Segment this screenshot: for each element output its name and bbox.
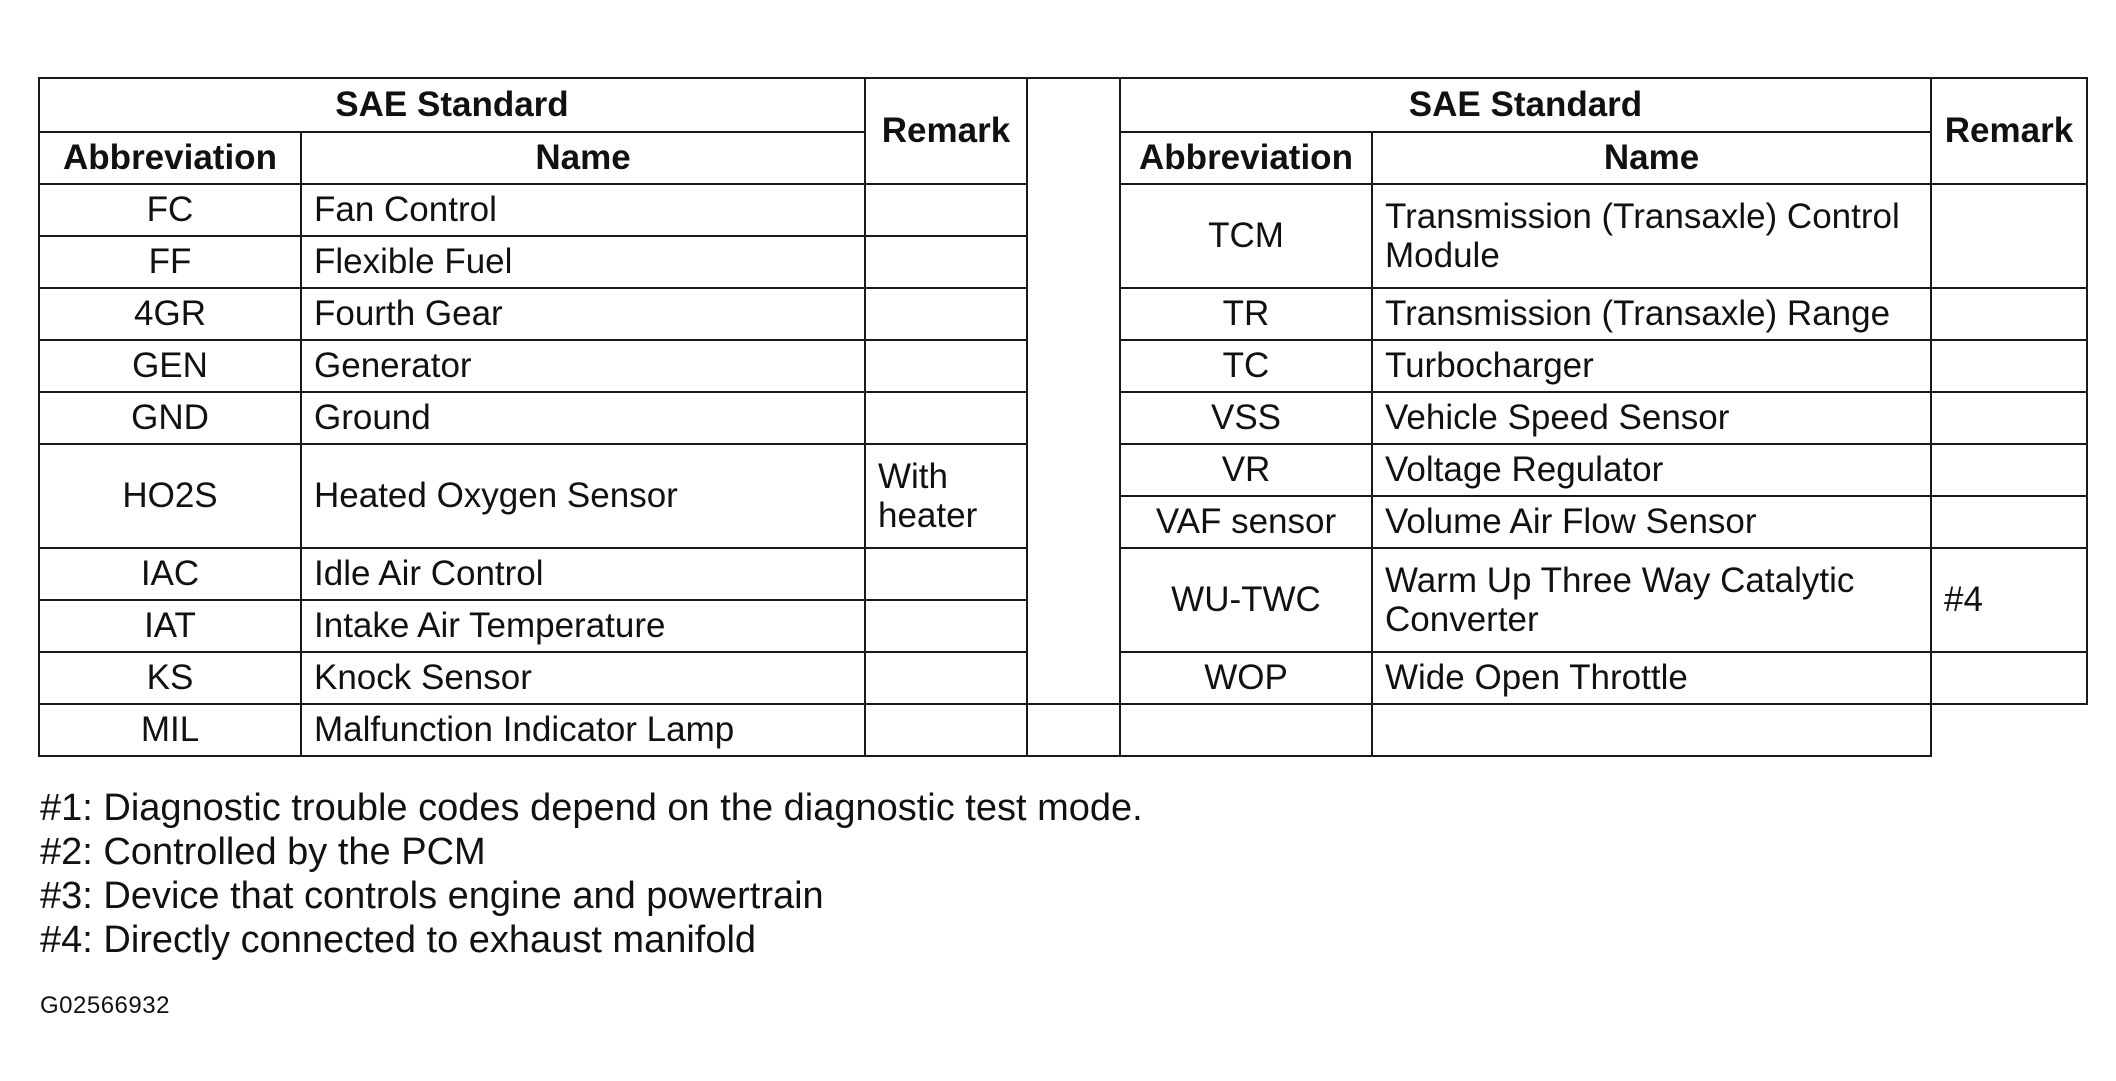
left-abbr-cell: KS bbox=[39, 652, 301, 704]
right-remark-cell bbox=[1931, 184, 2087, 288]
left-remark-cell bbox=[865, 340, 1027, 392]
right-remark-cell bbox=[1931, 392, 2087, 444]
left-remark-cell bbox=[865, 288, 1027, 340]
left-remark-header: Remark bbox=[865, 78, 1027, 184]
right-name-cell: Vehicle Speed Sensor bbox=[1372, 392, 1931, 444]
right-abbr-cell: TR bbox=[1120, 288, 1372, 340]
left-remark-cell bbox=[865, 548, 1027, 600]
right-remark-header: Remark bbox=[1931, 78, 2087, 184]
right-remark-cell: #4 bbox=[1931, 548, 2087, 652]
right-name-cell: Wide Open Throttle bbox=[1372, 652, 1931, 704]
left-name-cell: Idle Air Control bbox=[301, 548, 865, 600]
right-name-cell: Turbocharger bbox=[1372, 340, 1931, 392]
table-gap-column bbox=[1027, 78, 1120, 704]
right-abbr-cell: VR bbox=[1120, 444, 1372, 496]
right-name-cell: Volume Air Flow Sensor bbox=[1372, 496, 1931, 548]
left-abbr-header: Abbreviation bbox=[39, 132, 301, 184]
left-name-header: Name bbox=[301, 132, 865, 184]
right-abbr-cell bbox=[1027, 704, 1120, 756]
left-abbr-cell: GEN bbox=[39, 340, 301, 392]
left-name-cell: Flexible Fuel bbox=[301, 236, 865, 288]
left-group-header: SAE Standard bbox=[39, 78, 865, 132]
left-abbr-cell: MIL bbox=[39, 704, 301, 756]
left-abbr-cell: GND bbox=[39, 392, 301, 444]
right-abbr-header: Abbreviation bbox=[1120, 132, 1372, 184]
left-remark-cell bbox=[865, 184, 1027, 236]
right-name-cell: Voltage Regulator bbox=[1372, 444, 1931, 496]
left-name-cell: Ground bbox=[301, 392, 865, 444]
right-abbr-cell: VSS bbox=[1120, 392, 1372, 444]
left-name-cell: Fourth Gear bbox=[301, 288, 865, 340]
footnote-3: #3: Device that controls engine and powertrain bbox=[40, 875, 824, 917]
footnotes bbox=[40, 786, 1143, 962]
left-abbr-cell: HO2S bbox=[39, 444, 301, 548]
left-abbr-cell: FF bbox=[39, 236, 301, 288]
left-remark-cell bbox=[865, 652, 1027, 704]
left-remark-cell bbox=[865, 236, 1027, 288]
left-name-cell: Generator bbox=[301, 340, 865, 392]
left-abbr-cell: 4GR bbox=[39, 288, 301, 340]
right-remark-cell bbox=[1931, 340, 2087, 392]
left-name-cell: Intake Air Temperature bbox=[301, 600, 865, 652]
footnote-2: #2: Controlled by the PCM bbox=[40, 831, 486, 873]
right-remark-cell bbox=[1931, 288, 2087, 340]
left-remark-cell bbox=[865, 704, 1027, 756]
right-name-cell: Transmission (Transaxle) Control Module bbox=[1372, 184, 1931, 288]
right-abbr-cell: VAF sensor bbox=[1120, 496, 1372, 548]
left-name-cell: Fan Control bbox=[301, 184, 865, 236]
sae-abbreviation-table bbox=[38, 77, 2088, 757]
left-remark-cell bbox=[865, 392, 1027, 444]
footnote-4: #4: Directly connected to exhaust manifold bbox=[40, 919, 757, 961]
right-abbr-cell: TCM bbox=[1120, 184, 1372, 288]
right-abbr-cell: TC bbox=[1120, 340, 1372, 392]
right-remark-cell bbox=[1372, 704, 1931, 756]
right-name-cell: Warm Up Three Way Catalytic Converter bbox=[1372, 548, 1931, 652]
right-name-header: Name bbox=[1372, 132, 1931, 184]
right-remark-cell bbox=[1931, 652, 2087, 704]
left-remark-cell: With heater bbox=[865, 444, 1027, 548]
right-group-header: SAE Standard bbox=[1120, 78, 1931, 132]
left-name-cell: Heated Oxygen Sensor bbox=[301, 444, 865, 548]
left-name-cell: Knock Sensor bbox=[301, 652, 865, 704]
header-row-group bbox=[39, 78, 2087, 132]
right-abbr-cell: WOP bbox=[1120, 652, 1372, 704]
left-remark-cell bbox=[865, 600, 1027, 652]
right-name-cell: Transmission (Transaxle) Range bbox=[1372, 288, 1931, 340]
right-remark-cell bbox=[1931, 496, 2087, 548]
left-abbr-cell: FC bbox=[39, 184, 301, 236]
footnote-1: #1: Diagnostic trouble codes depend on the diagnostic test mode. bbox=[40, 787, 1143, 829]
table-row bbox=[39, 704, 2087, 756]
figure-id: G02566932 bbox=[40, 992, 170, 1019]
right-name-cell bbox=[1120, 704, 1372, 756]
left-abbr-cell: IAC bbox=[39, 548, 301, 600]
left-name-cell: Malfunction Indicator Lamp bbox=[301, 704, 865, 756]
left-abbr-cell: IAT bbox=[39, 600, 301, 652]
right-abbr-cell: WU-TWC bbox=[1120, 548, 1372, 652]
right-remark-cell bbox=[1931, 444, 2087, 496]
